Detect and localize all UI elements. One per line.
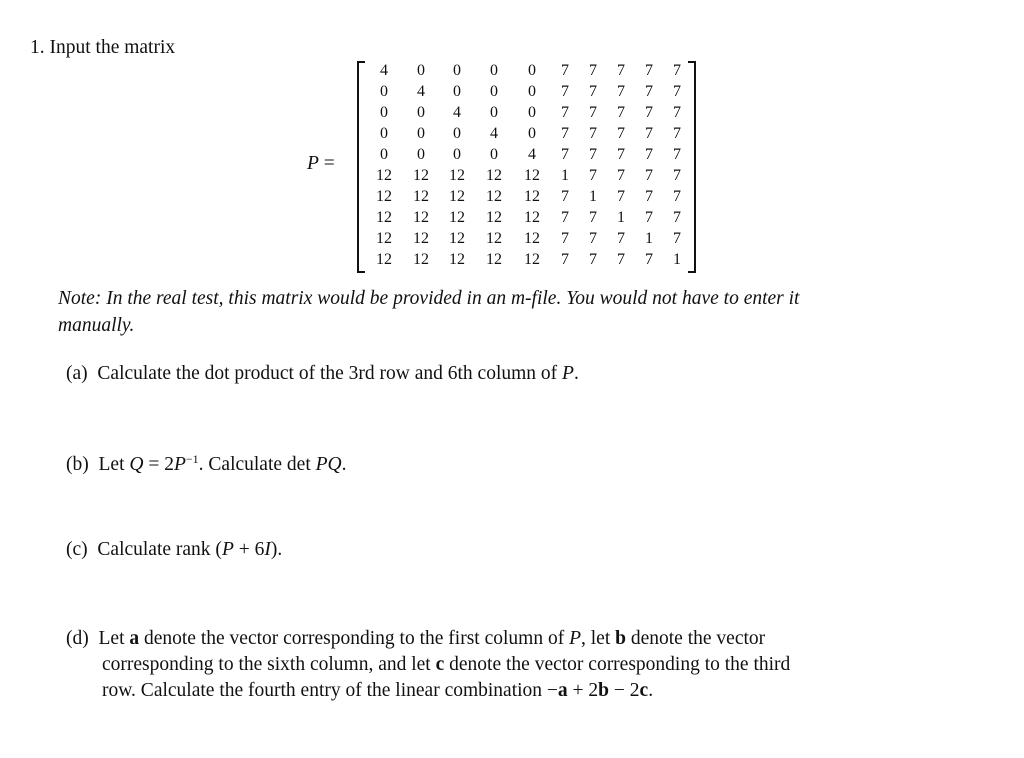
matrix-cell: 7	[673, 230, 681, 247]
matrix-cell: 0	[490, 146, 498, 163]
matrix-cell: 7	[645, 104, 653, 121]
matrix-cell: 12	[449, 209, 465, 226]
matrix-cell: 7	[645, 83, 653, 100]
problem-title: Input the matrix	[49, 37, 176, 58]
matrix-cell: 7	[617, 62, 625, 79]
matrix-cell: 7	[645, 125, 653, 142]
matrix-cell: 0	[528, 83, 536, 100]
vector-b: b	[598, 680, 610, 701]
matrix-cell: 0	[380, 104, 388, 121]
matrix-cell: 12	[486, 209, 502, 226]
exponent: −1	[185, 452, 199, 466]
matrix-cell: 0	[380, 83, 388, 100]
text: ).	[270, 539, 283, 560]
matrix-cell: 12	[449, 251, 465, 268]
matrix-cell: 7	[561, 209, 569, 226]
matrix-cell: 12	[449, 167, 465, 184]
part-b	[66, 453, 346, 475]
matrix-cell: 0	[417, 125, 425, 142]
matrix-cell: 12	[376, 167, 392, 184]
matrix-cell: 7	[617, 146, 625, 163]
matrix-cell: 4	[417, 83, 425, 100]
matrix-cell: 12	[449, 188, 465, 205]
matrix-cell: 7	[617, 125, 625, 142]
note-line-2: manually.	[58, 315, 135, 336]
text: corresponding to the sixth column, and let	[102, 654, 436, 675]
equals-sign: =	[323, 153, 335, 174]
matrix-cell: 0	[528, 104, 536, 121]
text: + 6	[233, 539, 265, 560]
matrix-cell: 0	[453, 62, 461, 79]
matrix-cell: 1	[561, 167, 569, 184]
matrix-cell: 0	[490, 62, 498, 79]
part-d-line-3	[102, 681, 653, 701]
matrix-cell: 12	[524, 167, 540, 184]
var-p: P	[562, 363, 574, 384]
matrix-cell: 12	[413, 209, 429, 226]
matrix-cell: 12	[486, 230, 502, 247]
part-d-label: (d)	[66, 628, 89, 649]
part-a-text: Calculate the dot product of the 3rd row and 6th column of	[97, 363, 563, 384]
matrix-cell: 7	[645, 62, 653, 79]
matrix-cell: 7	[673, 188, 681, 205]
text: row. Calculate the fourth entry of the linear combination −	[102, 680, 558, 701]
matrix-cell: 12	[524, 251, 540, 268]
var-q: Q	[129, 454, 144, 475]
matrix-cell: 12	[524, 209, 540, 226]
matrix-cell: 7	[561, 62, 569, 79]
text: , let	[581, 628, 616, 649]
matrix-cell: 12	[413, 167, 429, 184]
matrix-cell: 7	[617, 188, 625, 205]
matrix-cell: 7	[645, 251, 653, 268]
matrix-cell: 1	[617, 209, 625, 226]
matrix-cell: 0	[453, 83, 461, 100]
matrix-label	[307, 154, 335, 174]
var-p: P	[221, 539, 234, 560]
part-b-label: (b)	[66, 454, 89, 475]
matrix-cell: 4	[528, 146, 536, 163]
matrix-cell: 7	[645, 188, 653, 205]
matrix-cell: 7	[673, 209, 681, 226]
matrix-cell: 12	[413, 230, 429, 247]
matrix-cell: 7	[645, 209, 653, 226]
matrix-cell: 1	[589, 188, 597, 205]
vector-a: a	[557, 680, 568, 701]
matrix-cell: 12	[449, 230, 465, 247]
part-a-label: (a)	[66, 363, 88, 384]
vector-c: c	[435, 654, 445, 675]
matrix-cell: 7	[645, 146, 653, 163]
matrix-cell: 7	[673, 125, 681, 142]
matrix-cell: 12	[486, 251, 502, 268]
note-line-1: Note: In the real test, this matrix would be provided in an m-file. You would not have to enter it	[58, 288, 800, 309]
matrix-cell: 12	[524, 188, 540, 205]
part-c-label: (c)	[66, 539, 88, 560]
matrix-cell: 7	[589, 83, 597, 100]
matrix-cell: 0	[417, 146, 425, 163]
matrix-cell: 1	[673, 251, 681, 268]
matrix-cell: 0	[380, 146, 388, 163]
matrix-cell: 7	[673, 146, 681, 163]
matrix-cell: 12	[486, 188, 502, 205]
vector-c: c	[639, 680, 649, 701]
matrix-cell: 12	[486, 167, 502, 184]
text: + 2	[567, 680, 599, 701]
matrix-cell: 7	[617, 83, 625, 100]
matrix-name: P	[307, 153, 319, 174]
matrix-cell: 12	[376, 230, 392, 247]
text: . Calculate det	[198, 454, 316, 475]
text: denote the vector corresponding to the third	[444, 654, 791, 675]
matrix-cell: 7	[673, 104, 681, 121]
matrix-cell: 0	[528, 62, 536, 79]
matrix-cell: 7	[589, 62, 597, 79]
matrix-cell: 7	[617, 104, 625, 121]
text: Let	[98, 628, 130, 649]
text: = 2	[143, 454, 174, 475]
var-pq: PQ	[315, 454, 342, 475]
matrix-cell: 7	[561, 146, 569, 163]
matrix-cell: 1	[645, 230, 653, 247]
matrix-cell: 4	[453, 104, 461, 121]
matrix-cell: 7	[561, 125, 569, 142]
matrix-cell: 0	[453, 146, 461, 163]
text: − 2	[609, 680, 640, 701]
period: .	[341, 454, 347, 475]
matrix-cell: 7	[673, 167, 681, 184]
matrix-cell: 7	[589, 209, 597, 226]
problem-number: 1.	[30, 37, 45, 58]
matrix-cell: 0	[380, 125, 388, 142]
matrix-cell: 0	[417, 104, 425, 121]
matrix-cell: 0	[528, 125, 536, 142]
matrix-cell: 7	[561, 188, 569, 205]
matrix-cell: 0	[490, 83, 498, 100]
var-p: P	[173, 454, 186, 475]
text: Calculate rank (	[97, 539, 222, 560]
left-bracket	[357, 61, 365, 273]
matrix-cell: 7	[561, 251, 569, 268]
matrix-cell: 12	[524, 230, 540, 247]
matrix-cell: 12	[413, 251, 429, 268]
matrix-cell: 7	[589, 251, 597, 268]
matrix-cell: 7	[561, 230, 569, 247]
matrix-cell: 7	[589, 230, 597, 247]
matrix-cell: 7	[617, 167, 625, 184]
matrix-cell: 4	[380, 62, 388, 79]
vector-a: a	[129, 628, 140, 649]
problem-heading	[30, 38, 175, 58]
matrix-cell: 7	[589, 104, 597, 121]
matrix-cell: 0	[490, 104, 498, 121]
matrix-cell: 7	[589, 167, 597, 184]
part-c	[66, 540, 282, 560]
matrix-cell: 7	[589, 146, 597, 163]
matrix-cell: 0	[417, 62, 425, 79]
text: denote the vector corresponding to the first column of	[139, 628, 570, 649]
matrix-cell: 7	[617, 230, 625, 247]
matrix-cell: 7	[673, 62, 681, 79]
matrix-cell: 7	[673, 83, 681, 100]
matrix-cell: 7	[561, 104, 569, 121]
period: .	[573, 363, 579, 384]
matrix-cell: 12	[376, 188, 392, 205]
matrix-cell: 7	[645, 167, 653, 184]
matrix-cell: 4	[490, 125, 498, 142]
vector-b: b	[615, 628, 626, 649]
text: denote the vector	[625, 628, 766, 649]
text: .	[648, 680, 654, 701]
matrix-cell: 7	[561, 83, 569, 100]
matrix-cell: 12	[376, 209, 392, 226]
matrix-cell: 7	[617, 251, 625, 268]
matrix-cell: 7	[589, 125, 597, 142]
matrix-cell: 12	[413, 188, 429, 205]
var-p: P	[569, 628, 581, 649]
part-d-line-1	[66, 629, 765, 649]
matrix-cell: 12	[376, 251, 392, 268]
part-a	[66, 364, 579, 384]
matrix-cell: 0	[453, 125, 461, 142]
text: Let	[98, 454, 130, 475]
part-d-line-2	[102, 655, 790, 675]
var-i: I	[264, 539, 271, 560]
